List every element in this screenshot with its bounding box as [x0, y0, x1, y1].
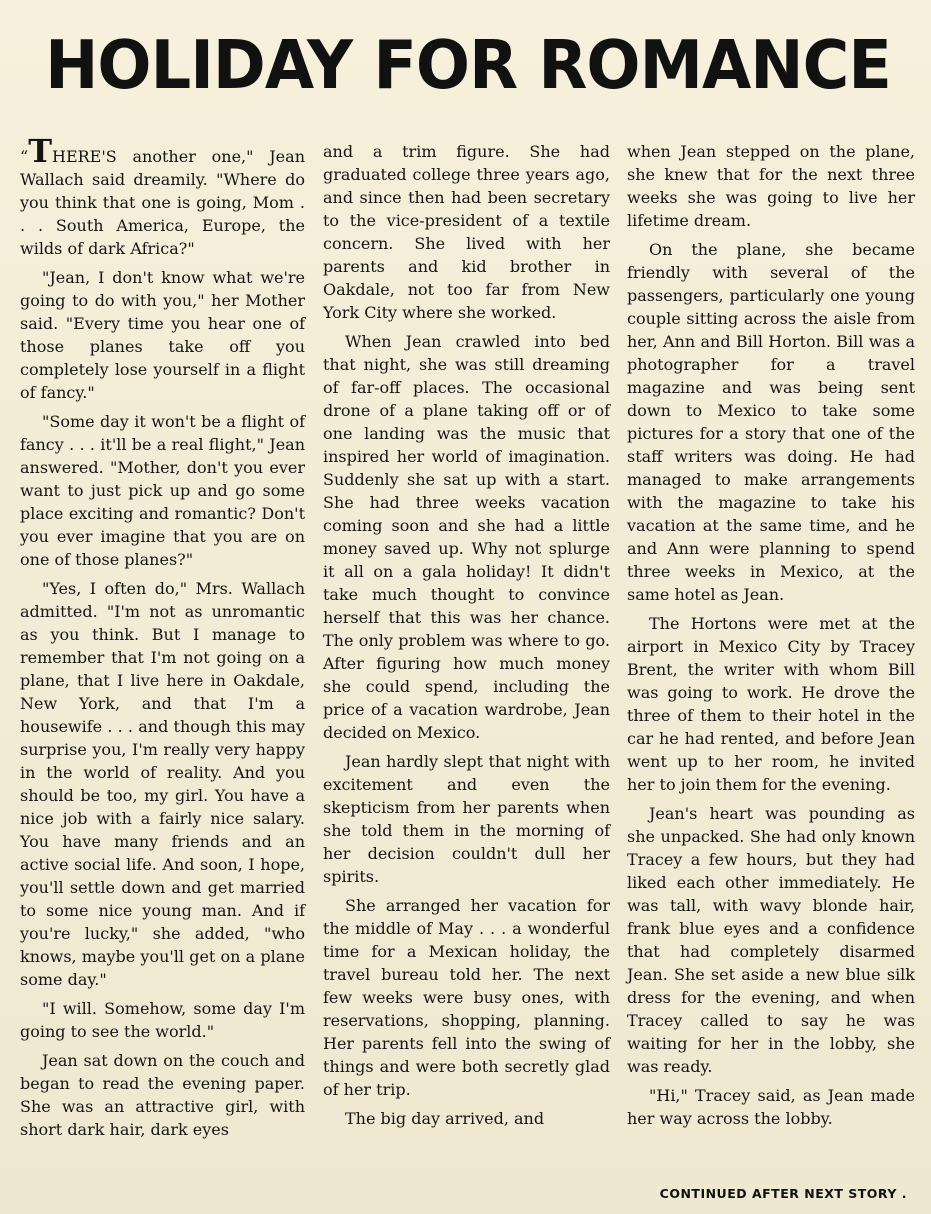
- text-column-3: [627, 140, 915, 1136]
- paragraph: The Hortons were met at the airport in Mexico City by Tracey Brent, the writer with whom Bill was going to work. He drove the three of them to their hotel in the car he had rented, and before Jean went up to her room, he invited her to join them for the evening.: [627, 614, 915, 794]
- paragraph: She arranged her vacation for the middle of May . . . a wonderful time for a Mexican holiday, the travel bureau told her. The next few weeks were busy ones, with reservations, shopping, planning. Her parents fell into the swing of things and were both secretly glad of her trip.: [323, 896, 610, 1099]
- paragraph: Jean sat down on the couch and began to read the evening paper. She was an attractive girl, with short dark hair, dark eyes: [20, 1051, 305, 1139]
- paragraph: “THERE'S another one," Jean Wallach said dreamily. "Where do you think that one is going, Mom . . . South America, Europe, the wilds of dark Africa?": [20, 132, 305, 258]
- paragraph: and a trim figure. She had graduated college three years ago, and since then had been secretary to the vice-president of a textile concern. She lived with her parents and kid brother in Oakdale, not too far from New York City where she worked.: [323, 142, 610, 322]
- paragraph: "Hi," Tracey said, as Jean made her way across the lobby.: [627, 1086, 915, 1128]
- paragraph: On the plane, she became friendly with several of the passengers, particularly one young couple sitting across the aisle from her, Ann and Bill Horton. Bill was a photographer for a travel magazine and was being sent down to Mexico to take some pictures for a story that one of the staff writers was doing. He had managed to make arrangements with the magazine to take his vacation at the same time, and he and Ann were planning to spend three weeks in Mexico, at the same hotel as Jean.: [627, 240, 915, 604]
- drop-cap: T: [28, 132, 52, 170]
- continued-notice: CONTINUED AFTER NEXT STORY .: [659, 1186, 907, 1201]
- paragraph: "I will. Somehow, some day I'm going to see the world.": [20, 999, 305, 1041]
- paragraph: When Jean crawled into bed that night, she was still dreaming of far-off places. The occasional drone of a plane taking off or of one landing was the music that inspired her world of imagination. Suddenly she sat up with a start. She had three weeks vacation coming soon and she had a little money saved up. Why not splurge it all on a gala holiday! It didn't take much thought to convince herself that this was her chance. The only problem was where to go. After figuring how much money she could spend, including the price of a vacation wardrobe, Jean decided on Mexico.: [323, 332, 610, 742]
- story-title: HOLIDAY FOR ROMANCE: [45, 26, 891, 104]
- paragraph-text: HERE'S another one," Jean Wallach said dreamily. "Where do you think that one is going, Mom . . . South America, Europe, the wilds of dark Africa?": [20, 147, 305, 258]
- paragraph: "Yes, I often do," Mrs. Wallach admitted. "I'm not as unromantic as you think. But I manage to remember that I'm not going on a plane, that I live here in Oakdale, New York, and that I'm a housewife . . . and though this may surprise you, I'm really very happy in the world of reality. And you should be too, my girl. You have a nice job with a fairly nice salary. You have many friends and an active social life. And soon, I hope, you'll settle down and get married to some nice young man. And if you're lucky," she added, "who knows, maybe you'll get on a plane some day.": [20, 579, 305, 989]
- paragraph: Jean hardly slept that night with excitement and even the skepticism from her parents when she told them in the morning of her decision couldn't dull her spirits.: [323, 752, 610, 886]
- text-column-2: [323, 140, 610, 1136]
- paragraph: Jean's heart was pounding as she unpacked. She had only known Tracey a few hours, but they had liked each other immediately. He was tall, with wavy blonde hair, frank blue eyes and a confidence that had completely disarmed Jean. She set aside a new blue silk dress for the evening, and when Tracey called to say he was waiting for her in the lobby, she was ready.: [627, 804, 915, 1076]
- paragraph: "Some day it won't be a flight of fancy . . . it'll be a real flight," Jean answered. "Mother, don't you ever want to just pick up and go some place exciting and romantic? Don't you ever imagine that you are on one of those planes?": [20, 412, 305, 569]
- text-column-1: [20, 132, 305, 1147]
- paragraph: The big day arrived, and: [345, 1109, 545, 1128]
- paragraph: when Jean stepped on the plane, she knew that for the next three weeks she was going to live her lifetime dream.: [627, 142, 915, 230]
- paragraph: "Jean, I don't know what we're going to do with you," her Mother said. "Every time you hear one of those planes take off you completely lose yourself in a flight of fancy.": [20, 268, 305, 402]
